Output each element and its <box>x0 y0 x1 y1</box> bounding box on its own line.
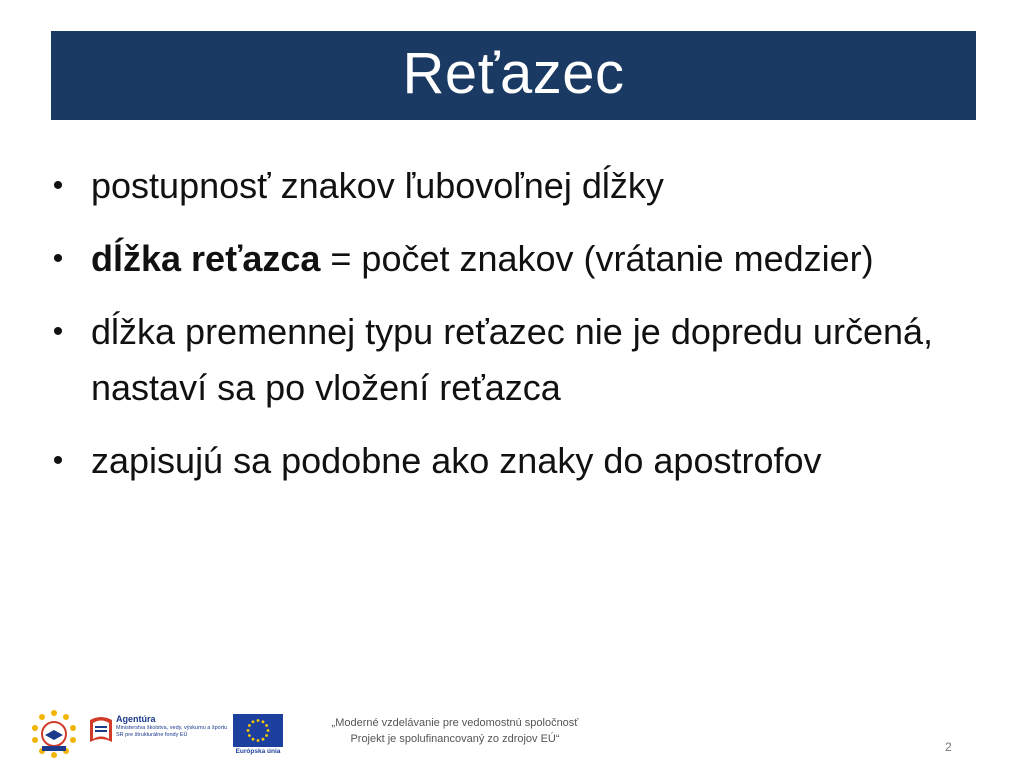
slide-title: Reťazec <box>402 40 625 106</box>
footer-note-line: Projekt je spolufinancovaný zo zdrojov EÚ“ <box>350 733 560 745</box>
agency-book-icon <box>88 712 114 746</box>
agency-logo <box>88 712 228 748</box>
bullet-bold-term: dĺžka reťazca <box>91 238 321 279</box>
eu-flag-icon <box>233 714 283 747</box>
eu-label: Európska únia <box>235 748 281 755</box>
bullet-item <box>50 231 950 287</box>
eu-logo <box>233 714 283 758</box>
bullet-text: postupnosť znakov ľubovoľnej dĺžky <box>91 165 664 206</box>
footer <box>0 700 1024 768</box>
bullet-icon: • <box>52 242 64 275</box>
bullet-text: zapisujú sa podobne ako znaky do apostrofov <box>91 440 822 481</box>
bullet-text: dĺžka premennej typu reťazec nie je dopredu určená, nastaví sa po vložení reťazca <box>91 311 934 408</box>
title-bar <box>51 31 976 120</box>
bullet-icon: • <box>52 169 64 202</box>
bullet-item <box>50 304 950 416</box>
agency-subtitle: Ministerstva školstva, vedy, výskumu a športu SR pre štrukturálne fondy EÚ <box>116 725 228 738</box>
bullet-item <box>50 433 950 489</box>
footer-note <box>300 715 610 747</box>
page-number: 2 <box>945 740 952 754</box>
bullet-list <box>50 158 950 506</box>
bullet-text: = počet znakov (vrátanie medzier) <box>320 238 874 279</box>
operational-program-logo-icon <box>28 708 80 760</box>
bullet-icon: • <box>52 315 64 348</box>
agency-title: Agentúra <box>116 714 156 724</box>
bullet-item <box>50 158 950 214</box>
footer-note-line: „Moderné vzdelávanie pre vedomostnú spoločnosť <box>331 717 579 729</box>
bullet-icon: • <box>52 444 64 477</box>
